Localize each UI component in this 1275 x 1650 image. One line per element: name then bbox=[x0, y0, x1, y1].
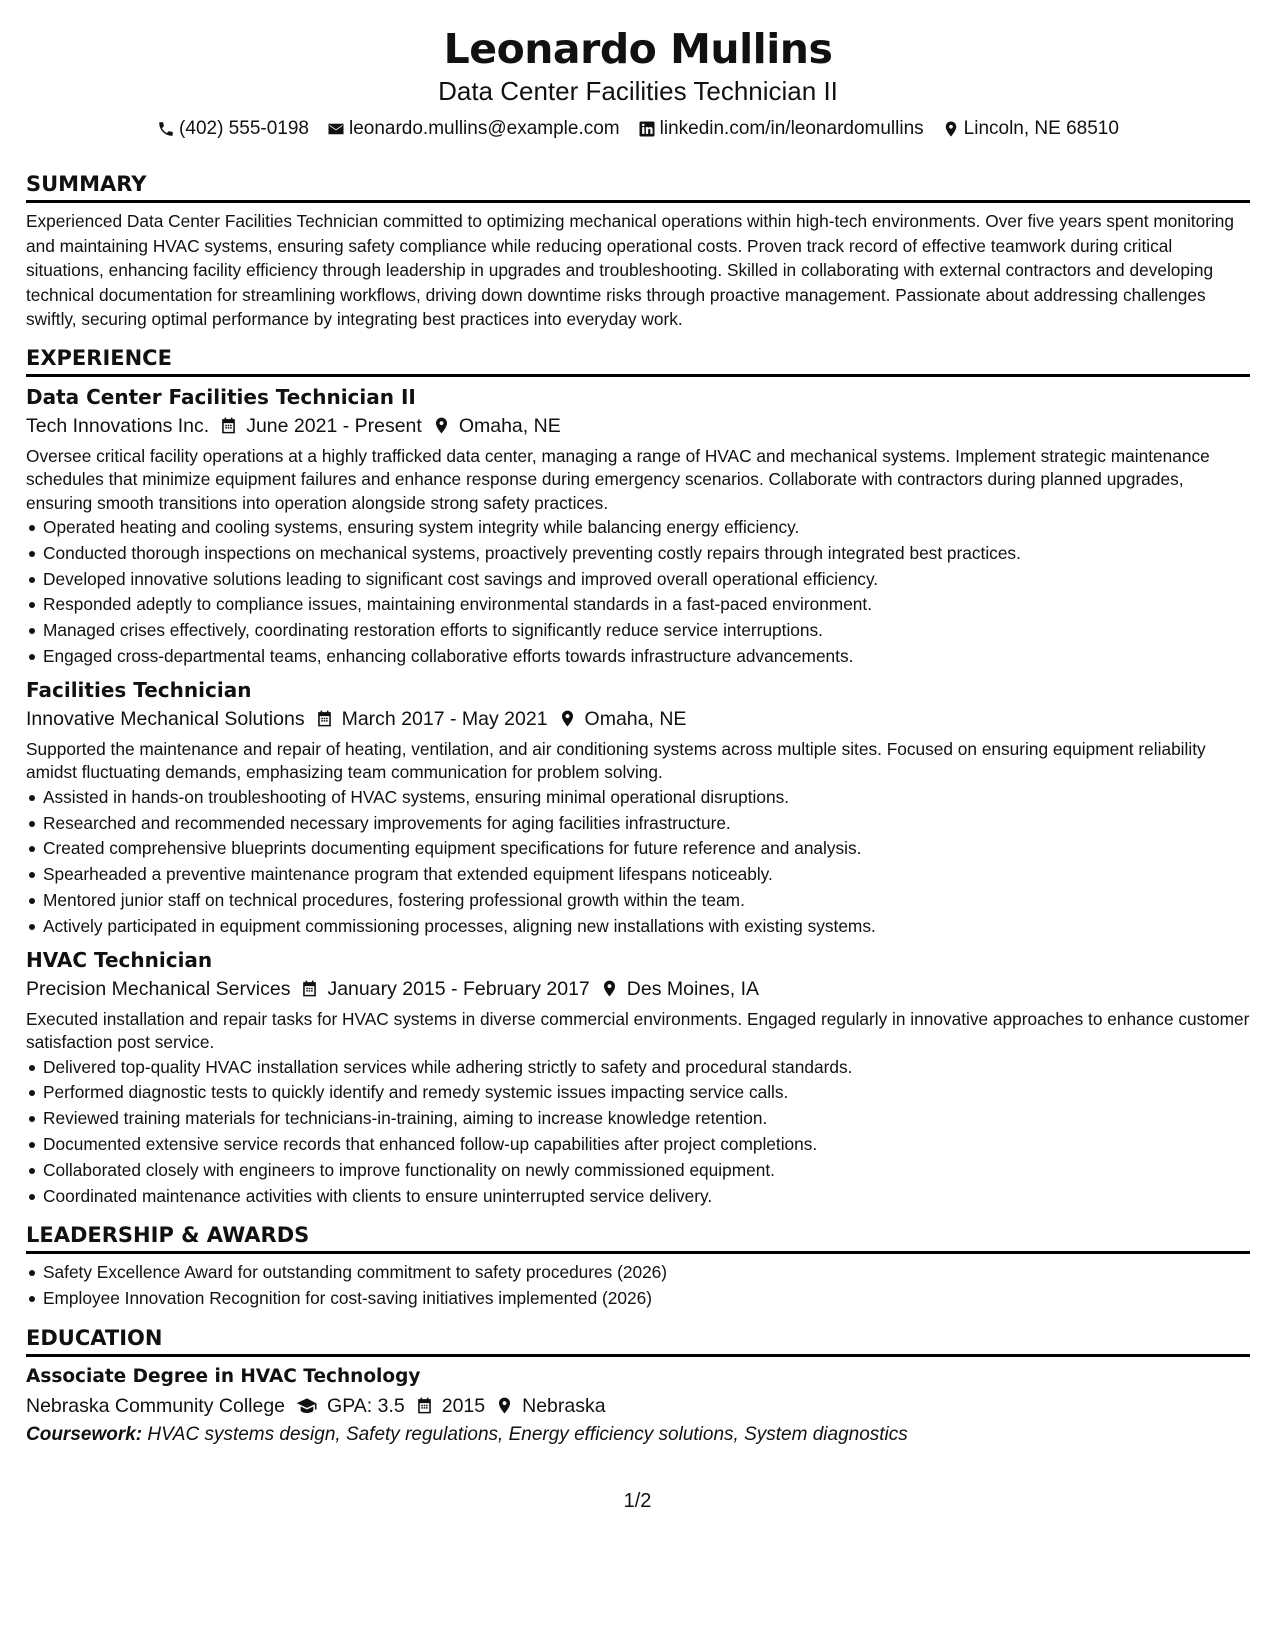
job-dates-group bbox=[219, 411, 422, 441]
calendar-icon bbox=[315, 709, 334, 728]
calendar-icon bbox=[219, 416, 238, 435]
list-item: Reviewed training materials for technicians-in-training, aiming to increase knowledge retention. bbox=[43, 1106, 1250, 1132]
coursework bbox=[26, 1421, 1250, 1449]
job-dates: January 2015 - February 2017 bbox=[327, 977, 590, 1000]
experience-heading: EXPERIENCE bbox=[26, 344, 1250, 377]
page-number: 1/2 bbox=[623, 1490, 652, 1512]
job-location: Omaha, NE bbox=[458, 414, 561, 437]
map-pin-icon bbox=[432, 416, 451, 435]
education-meta bbox=[26, 1391, 1250, 1421]
map-pin-icon bbox=[600, 979, 619, 998]
contact-phone[interactable] bbox=[157, 116, 309, 142]
job-description: Executed installation and repair tasks for HVAC systems in diverse commercial environments. Engaged regularly in innovative approaches to enhance customer satisfaction post service. bbox=[26, 1008, 1250, 1053]
job-meta bbox=[26, 704, 1250, 734]
list-item: Responded adeptly to compliance issues, maintaining environmental standards in a fast-paced environment. bbox=[43, 592, 1250, 618]
contact-location bbox=[942, 116, 1119, 142]
edu-location-group bbox=[495, 1391, 605, 1421]
contact-location-text: Lincoln, NE 68510 bbox=[963, 118, 1119, 139]
candidate-name: Leonardo Mullins bbox=[443, 25, 833, 73]
list-item: Managed crises effectively, coordinating restoration efforts to significantly reduce service interruptions. bbox=[43, 618, 1250, 644]
gpa: GPA: 3.5 bbox=[327, 1394, 405, 1417]
job-dates: March 2017 - May 2021 bbox=[341, 707, 548, 730]
list-item: Conducted thorough inspections on mechanical systems, proactively preventing costly repairs through integrated best practices. bbox=[43, 541, 1250, 567]
candidate-headline: Data Center Facilities Technician II bbox=[438, 76, 838, 106]
summary-heading: SUMMARY bbox=[26, 170, 1250, 203]
coursework-label: Coursework: bbox=[26, 1423, 143, 1445]
edu-year-group bbox=[415, 1391, 485, 1421]
contact-email-text: leonardo.mullins@example.com bbox=[348, 118, 620, 139]
calendar-icon bbox=[300, 979, 319, 998]
list-item: Performed diagnostic tests to quickly identify and remedy systemic issues impacting service calls. bbox=[43, 1080, 1250, 1106]
contact-linkedin[interactable] bbox=[638, 116, 924, 142]
contact-bar bbox=[26, 116, 1250, 142]
gpa-group bbox=[295, 1391, 405, 1421]
list-item: Engaged cross-departmental teams, enhancing collaborative efforts towards infrastructure advancements. bbox=[43, 644, 1250, 670]
degree-title: Associate Degree in HVAC Technology bbox=[26, 1365, 421, 1387]
map-pin-icon bbox=[495, 1396, 514, 1415]
list-item: Coordinated maintenance activities with clients to ensure uninterrupted service delivery. bbox=[43, 1184, 1250, 1210]
map-pin-icon bbox=[558, 709, 577, 728]
list-item: Collaborated closely with engineers to improve functionality on newly commissioned equipment. bbox=[43, 1158, 1250, 1184]
linkedin-icon bbox=[638, 120, 656, 138]
resume-page bbox=[26, 0, 1250, 1449]
job-company: Precision Mechanical Services bbox=[26, 977, 291, 1000]
job-title: HVAC Technician bbox=[26, 947, 213, 972]
job-meta bbox=[26, 974, 1250, 1004]
envelope-icon bbox=[327, 120, 345, 138]
job-bullets bbox=[26, 515, 1250, 670]
job-bullets bbox=[26, 785, 1250, 940]
job-bullets bbox=[26, 1055, 1250, 1210]
list-item: Operated heating and cooling systems, ensuring system integrity while balancing energy efficiency. bbox=[43, 515, 1250, 541]
list-item: Safety Excellence Award for outstanding commitment to safety procedures (2026) bbox=[43, 1260, 1250, 1286]
job-company: Innovative Mechanical Solutions bbox=[26, 707, 305, 730]
job-entry bbox=[26, 946, 1250, 1210]
summary-text: Experienced Data Center Facilities Technician committed to optimizing mechanical operations within high-tech environments. Over five years spent monitoring and maintaining HVAC systems, ensuring safety compliance while reducing operational costs. Proven track record of effective teamwork during critical situations, enhancing facility efficiency through leadership in upgrades and troubleshooting. Skilled in collaborating with external contractors and developing technical documentation for streamlining workflows, driving down downtime risks through proactive management. Passionate about addressing challenges swiftly, securing optimal performance by integrating best practices into everyday work. bbox=[26, 211, 1235, 329]
list-item: Documented extensive service records that enhanced follow-up capabilities after project completions. bbox=[43, 1132, 1250, 1158]
list-item: Researched and recommended necessary improvements for aging facilities infrastructure. bbox=[43, 811, 1250, 837]
calendar-icon bbox=[415, 1396, 434, 1415]
coursework-text: HVAC systems design, Safety regulations, Energy efficiency solutions, System diagnostics bbox=[147, 1423, 908, 1445]
job-title: Facilities Technician bbox=[26, 677, 252, 702]
list-item: Employee Innovation Recognition for cost-saving initiatives implemented (2026) bbox=[43, 1286, 1250, 1312]
list-item: Spearheaded a preventive maintenance program that extended equipment lifespans noticeably. bbox=[43, 862, 1250, 888]
list-item: Delivered top-quality HVAC installation services while adhering strictly to safety and procedural standards. bbox=[43, 1055, 1250, 1081]
list-item: Mentored junior staff on technical procedures, fostering professional growth within the team. bbox=[43, 888, 1250, 914]
job-description: Oversee critical facility operations at a highly trafficked data center, managing a range of HVAC and mechanical systems. Implement strategic maintenance schedules that minimize equipment failures and enhance response during emergency scenarios. Collaborate with contractors during planned upgrades, ensuring smooth transitions into operation alongside strong safety practices. bbox=[26, 445, 1210, 513]
awards-section bbox=[26, 1221, 1250, 1312]
job-dates: June 2021 - Present bbox=[246, 414, 422, 437]
education-section bbox=[26, 1324, 1250, 1449]
job-dates-group bbox=[300, 974, 589, 1004]
job-entry bbox=[26, 383, 1250, 670]
school-name: Nebraska Community College bbox=[26, 1394, 286, 1417]
experience-section bbox=[26, 344, 1250, 1210]
list-item: Developed innovative solutions leading to significant cost savings and improved overall operational efficiency. bbox=[43, 567, 1250, 593]
phone-icon bbox=[157, 120, 175, 138]
graduation-year: 2015 bbox=[441, 1394, 486, 1417]
list-item: Created comprehensive blueprints documenting equipment specifications for future reference and analysis. bbox=[43, 836, 1250, 862]
resume-header bbox=[26, 24, 1250, 142]
school-location: Nebraska bbox=[522, 1394, 606, 1417]
job-location-group bbox=[600, 974, 759, 1004]
awards-heading: LEADERSHIP & AWARDS bbox=[26, 1221, 1250, 1254]
job-description: Supported the maintenance and repair of heating, ventilation, and air conditioning systems across multiple sites. Focused on ensuring equipment reliability amidst fluctuating demands, emphasizing team communication for problem solving. bbox=[26, 738, 1206, 783]
job-company: Tech Innovations Inc. bbox=[26, 414, 210, 437]
list-item: Assisted in hands-on troubleshooting of HVAC systems, ensuring minimal operational disruptions. bbox=[43, 785, 1250, 811]
job-location-group bbox=[558, 704, 687, 734]
graduation-cap-icon bbox=[295, 1396, 319, 1415]
contact-phone-text: (402) 555-0198 bbox=[179, 118, 309, 139]
job-location: Des Moines, IA bbox=[626, 977, 759, 1000]
job-title: Data Center Facilities Technician II bbox=[26, 384, 416, 409]
job-location-group bbox=[432, 411, 561, 441]
summary-section bbox=[26, 170, 1250, 332]
job-dates-group bbox=[315, 704, 548, 734]
contact-email[interactable] bbox=[327, 116, 620, 142]
list-item: Actively participated in equipment commissioning processes, aligning new installations with existing systems. bbox=[43, 914, 1250, 940]
awards-list bbox=[26, 1260, 1250, 1312]
job-entry bbox=[26, 676, 1250, 940]
education-heading: EDUCATION bbox=[26, 1324, 1250, 1357]
job-meta bbox=[26, 411, 1250, 441]
job-location: Omaha, NE bbox=[584, 707, 687, 730]
map-pin-icon bbox=[942, 120, 960, 138]
contact-linkedin-text: linkedin.com/in/leonardomullins bbox=[659, 118, 924, 139]
